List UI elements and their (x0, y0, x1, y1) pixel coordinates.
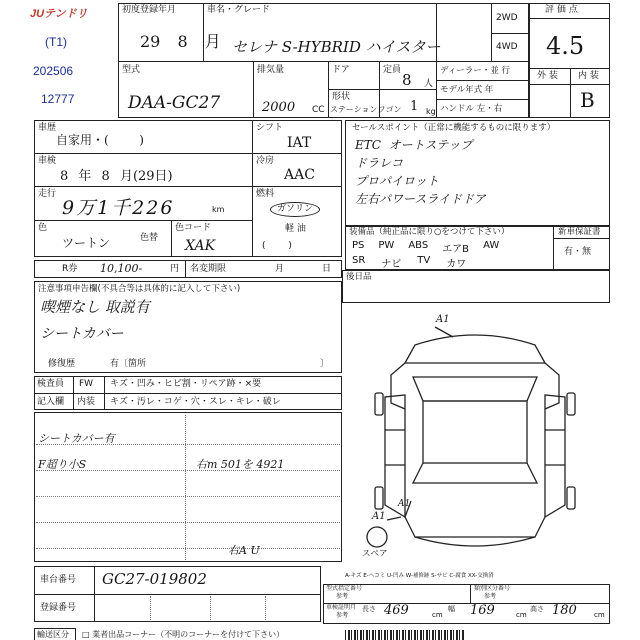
category-label: 車歴 (38, 123, 57, 133)
warranty-label: 新車保証書 (558, 227, 601, 237)
notes-label: 注意事項申告欄(不具合等は具体的に記入して下さい) (38, 284, 241, 294)
footer-label: 輸送区分 (37, 630, 69, 639)
repair-label: 修復歴 (48, 359, 76, 369)
equipment-item: エアB (442, 244, 470, 255)
logo: JUテンドリ (30, 8, 88, 20)
drive-4wd: 4WD (496, 42, 518, 52)
color-label: 色 (38, 223, 48, 233)
deadline-day: 日 (322, 264, 332, 274)
name-grade-label: 車名・グレード (207, 5, 271, 15)
inspector-int-items: キズ・汚レ・コゲ・穴・スレ・キレ・破レ (110, 397, 281, 407)
class-label: 類別区分番号 (474, 585, 511, 592)
barcode (345, 630, 465, 640)
chassis-value: GC27-019802 (102, 570, 207, 588)
dealer-label: ディーラー・並 行 (440, 66, 511, 76)
mileage-value: 9万1千226 (62, 197, 175, 219)
lane-code: (T1) (45, 35, 67, 49)
handle-label: ハンドル 左・右 (440, 104, 503, 114)
shift-label: シフト (256, 123, 284, 133)
color-code-label: 色コード (175, 223, 212, 233)
fuel-value: ガソリン (270, 202, 320, 217)
inspection-value: 8 年 8 月(29日) (60, 169, 173, 184)
model-year-label: モデル年式 年 (440, 85, 494, 95)
displacement-value: 2000 (262, 100, 296, 115)
ac-label: 冷房 (256, 156, 275, 166)
width-label: 幅 (448, 605, 455, 613)
length-value: 469 (384, 603, 409, 618)
recycle-unit: 円 (170, 264, 180, 274)
repair-value: 有〔箇所 (110, 359, 147, 369)
sales-point-2: ドラレコ (355, 156, 404, 170)
damage-mark-top: A1 (436, 314, 450, 325)
damage-legend: A-キズ E-ヘコミ U-凹み W-補修跡 S-サビ C-腐食 XX-交換済 (345, 573, 494, 579)
equipment-item: AW (483, 240, 500, 251)
warranty-value: 有・無 (564, 247, 592, 257)
height-unit: cm (594, 611, 605, 619)
equipment-item: PW (378, 240, 395, 251)
rating-label: 評 価 点 (545, 5, 578, 15)
sales-points-frame (345, 120, 610, 226)
width-value: 169 (470, 603, 495, 618)
rating-int-label: 内 装 (578, 71, 599, 81)
shape-value: ステーションワゴン (330, 105, 402, 114)
fuel-light-label: 軽 油 (285, 224, 306, 234)
damage-mark-side: A1 (372, 511, 386, 522)
inspector-label-1: 検査員 (37, 379, 65, 389)
mileage-label: 走行 (38, 189, 57, 199)
first-reg-label: 初度登録年月 (122, 5, 177, 15)
displacement-unit: CC (312, 105, 325, 115)
height-label: 高さ (530, 605, 544, 613)
color-code-value: XAK (185, 238, 216, 254)
inspector-interior: 内装 (77, 397, 96, 407)
model-label: 型式 (122, 65, 141, 75)
recycle-label: R券 (62, 264, 78, 274)
equipment-row-1 (352, 240, 499, 255)
model-cert-ref: 参考 (336, 593, 349, 600)
load-value: 1 (410, 99, 419, 114)
shift-value: IAT (287, 135, 312, 151)
model-cert-label: 型式指定番号 (326, 585, 363, 592)
equipment-item: TV (417, 255, 431, 266)
equipment-item: ナビ (381, 259, 402, 270)
capacity-unit: 人 (424, 79, 434, 89)
mileage-unit: km (212, 205, 225, 214)
footer-text: □ 業者出品コーナー（不明のコーナーを付けて下さい） (82, 630, 285, 639)
model-value: DAA-GC27 (128, 93, 221, 113)
inspector-fw: FW (79, 379, 94, 389)
registration-label: 登録番号 (40, 603, 77, 613)
class-ref: 参考 (484, 593, 497, 600)
rating-value: 4.5 (546, 32, 585, 60)
fuel-label: 燃料 (256, 189, 275, 199)
after-goods-frame (342, 270, 610, 303)
inspection-label: 車検 (38, 156, 57, 166)
inspector-label-2: 記入欄 (37, 397, 65, 407)
ac-value: AAC (284, 167, 315, 183)
lot-number: 12777 (41, 92, 75, 106)
equipment-label: 装備品（純正品に限り○をつけて下さい） (349, 227, 510, 237)
fuel-paren: ( ) (262, 241, 292, 251)
color-swap-label: 色替 (140, 233, 159, 243)
rating-ext-label: 外 装 (537, 71, 558, 81)
category-value: 自家用・( ) (56, 133, 144, 147)
date-code: 202506 (33, 64, 74, 78)
height-value: 180 (552, 603, 577, 618)
inspector-ext-items: キズ・凹み・ヒビ割・リペア跡・×要 (110, 379, 262, 389)
cert-ref: 参考 (336, 612, 349, 619)
shape-label: 形状 (332, 92, 351, 102)
equipment-row-2 (352, 255, 466, 270)
damage-mark-bottom: A1 (398, 499, 411, 509)
capacity-label: 定員 (383, 65, 402, 75)
displacement-label: 排気量 (257, 65, 285, 75)
door-label: ドア (332, 65, 350, 75)
drive-2wd: 2WD (496, 13, 518, 23)
equipment-item: ABS (408, 240, 429, 251)
after-goods-label: 後日品 (346, 272, 372, 282)
sales-point-1: ETC オートステップ (355, 138, 473, 152)
length-label: 長さ (362, 605, 376, 613)
sales-point-4: 左右パワースライドドア (355, 192, 486, 206)
deadline-label: 名変期限 (190, 264, 227, 274)
remark-line-2: F超り小S (38, 458, 87, 471)
remark-line-1: シートカバー有 (38, 432, 115, 445)
first-reg-value: 29 8 月 (140, 32, 221, 51)
spare-label: スペア (362, 549, 388, 559)
sales-points-label: セールスポイント（正常に機能するものに限ります） (352, 123, 556, 133)
notes-line-2: シートカバー (40, 326, 124, 342)
remark-line-4: 右A U (228, 544, 260, 557)
equipment-item: PS (352, 240, 365, 251)
width-unit: cm (516, 611, 527, 619)
equipment-item: カワ (446, 259, 467, 270)
rating-int-value: B (580, 88, 595, 112)
capacity-value: 8 (402, 71, 412, 89)
sales-point-3: プロパイロット (355, 174, 439, 188)
chassis-label: 車台番号 (40, 575, 77, 585)
color-value: ツートン (62, 236, 111, 250)
notes-line-1: 喫煙なし 取説有 (40, 298, 150, 316)
length-unit: cm (432, 611, 443, 619)
recycle-value: 10,100- (100, 262, 143, 275)
car-damage-diagram (345, 305, 610, 570)
recycle-frame (34, 260, 342, 278)
equipment-item: SR (352, 255, 366, 266)
name-grade-value: セレナ S-HYBRID ハイスター (232, 38, 441, 56)
deadline-month: 月 (275, 264, 285, 274)
load-unit: kg (426, 107, 436, 116)
remark-line-3: 右m 501を 4921 (196, 458, 285, 471)
cert-label: 車検証明月 (326, 604, 357, 611)
repair-end: 〕 (320, 359, 330, 369)
